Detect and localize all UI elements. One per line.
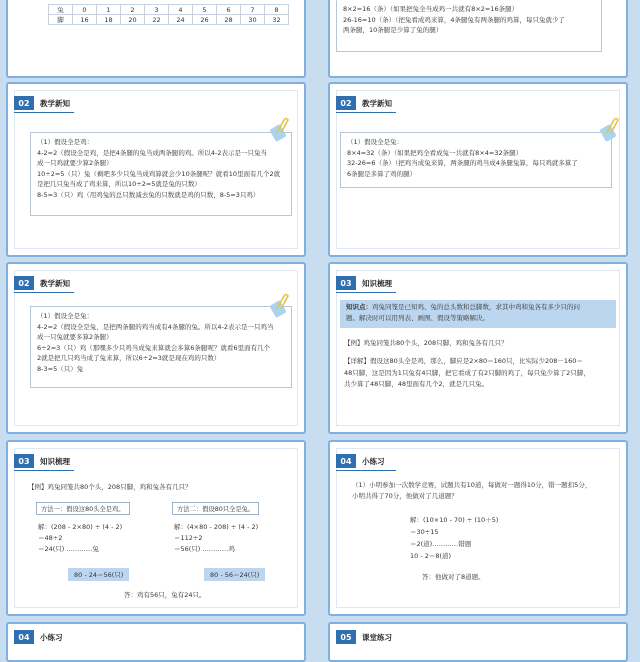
text-line: 4-2=2（假设全是鸡，是把4条腿的兔当成两条腿的鸡。所以4-2表示是一只兔当 xyxy=(37,148,267,157)
text-line: 10 - 2＝8(道) xyxy=(410,552,452,560)
section-number: 02 xyxy=(336,96,356,110)
slide-7 xyxy=(6,440,306,616)
table-cell: 22 xyxy=(145,15,169,25)
method-one-result: 80 - 24＝56(只) xyxy=(68,568,129,581)
example-text: 【例】鸡兔同笼共80个头，208只脚，鸡和兔各有几只？ xyxy=(28,483,192,491)
text-line: 2就是把几只鸡当成了兔来算，所以6÷2=3就是现在鸡的只数） xyxy=(37,354,221,362)
knowledge-point-box xyxy=(340,300,616,328)
row-label: 兔 xyxy=(49,5,73,15)
text-line: （1）小明参加一次数学竞赛，试题共有10道，每做对一题得10分，错一题扣5分， xyxy=(352,481,592,489)
slide-8 xyxy=(328,440,628,616)
text-line: （1）假设全是兔： xyxy=(347,138,404,146)
table-cell: 5 xyxy=(193,5,217,15)
table-cell: 18 xyxy=(97,15,121,25)
method-two-label: 方法二：假设80只全是兔。 xyxy=(172,502,259,515)
section-number: 02 xyxy=(14,276,34,290)
paperclip-icon xyxy=(270,292,290,318)
table-cell: 6 xyxy=(217,5,241,15)
section-header xyxy=(14,96,70,110)
section-number: 05 xyxy=(336,630,356,644)
table-cell: 20 xyxy=(121,15,145,25)
table-cell: 24 xyxy=(169,15,193,25)
method-two-steps xyxy=(174,522,258,555)
slide-3 xyxy=(6,82,306,257)
text-line: 4-2=2（假设全是兔，是把两条腿的鸡当成有4条腿的兔。所以4-2表示是一只鸡当 xyxy=(37,322,274,331)
slide-9 xyxy=(6,622,306,662)
section-header xyxy=(336,276,392,290)
table-cell: 28 xyxy=(217,15,241,25)
content-box xyxy=(336,0,602,52)
section-header xyxy=(336,630,392,644)
section-number: 04 xyxy=(14,630,34,644)
section-title: 知识梳理 xyxy=(40,456,70,466)
content-box xyxy=(30,306,292,388)
method-two-result: 80 - 56＝24(只) xyxy=(204,568,265,581)
text-line: 【详解】假设这80头全是鸡，那么，脚应是2×80＝160只，比实际少208－160＝ xyxy=(344,357,583,365)
text-line: 解：(208 - 2×80) ÷ (4 - 2) xyxy=(38,523,123,531)
text-line: 成一只兔就要多算2条腿） xyxy=(37,333,113,341)
table-cell: 3 xyxy=(145,5,169,15)
text-line: 鸡兔同笼是已知鸡、兔的总头数和总脚数，求其中鸡和兔各有多少只的问 xyxy=(372,303,580,311)
section-number: 02 xyxy=(14,96,34,110)
text-line: （1）假设全是鸡： xyxy=(37,138,94,146)
text-line: 成一只鸡就要少算2条腿） xyxy=(37,159,113,167)
section-title: 教学新知 xyxy=(40,98,70,108)
content-box xyxy=(340,132,612,188)
text-line: 解：(4×80 - 208) ÷ (4 - 2) xyxy=(174,523,259,531)
text-line: 48只脚，这是因为1只兔有4只脚，把它看成了有2只脚的鸡了，每只兔少算了2只脚， xyxy=(344,368,590,377)
text-line: 题。解决时可以用列表、画图、假设等策略解决。 xyxy=(346,313,489,322)
method-one-label: 方法一：假设这80头全是鸡。 xyxy=(36,502,130,515)
section-header xyxy=(14,630,63,644)
detail-text xyxy=(344,356,620,391)
section-header xyxy=(336,96,392,110)
table-cell: 0 xyxy=(73,5,97,15)
text-line: 6条腿是多算了鸡的腿） xyxy=(347,169,417,178)
table-cell: 2 xyxy=(121,5,145,15)
section-number: 03 xyxy=(336,276,356,290)
section-header xyxy=(336,454,385,468)
content-box xyxy=(30,132,292,216)
table-cell: 4 xyxy=(169,5,193,15)
text-line: 解：(10×10 - 70) ÷ (10＋5) xyxy=(410,516,499,524)
text-line: ＝48÷2 xyxy=(38,534,63,542)
text-line: 32-26=6（条）（把鸡当成兔来算，两条腿的鸡当成4条腿兔算，每只鸡就多算了 xyxy=(347,159,578,167)
answer-text: 答：鸡有56只，兔有24只。 xyxy=(124,591,206,599)
knowledge-label: 知识点： xyxy=(346,303,372,311)
text-line: 26-16=10（条）（把兔看成鸡来算，4条腿兔有两条腿的鸡算，每只兔就少了 xyxy=(343,15,565,24)
table-cell: 1 xyxy=(97,5,121,15)
section-header xyxy=(14,454,70,468)
text-line: ＝112÷2 xyxy=(174,534,203,542)
slide-5 xyxy=(6,262,306,434)
table-cell: 30 xyxy=(241,15,265,25)
text-line: 6÷2=3（只）鸡（那嘿多少只鸡当成兔来算就会多算6条腿呢？就看6里面有几个 xyxy=(37,343,271,352)
text-line: 两条腿，10条腿是少算了兔的腿） xyxy=(343,26,443,34)
row-label: 脚 xyxy=(49,15,73,25)
slide-1 xyxy=(6,0,306,78)
question-text xyxy=(352,480,591,502)
table-cell: 32 xyxy=(265,15,289,25)
text-line: 8×4=32（条）（如果把鸡全看成兔一共就有8×4=32条腿） xyxy=(347,148,523,157)
text-line: 8×2=16（条）（如果把兔全当成鸡一共就有8×2=16条腿） xyxy=(343,5,519,13)
section-number: 04 xyxy=(336,454,356,468)
text-line: ＝24(只) …………兔 xyxy=(38,545,99,553)
text-line: （1）假设全是兔： xyxy=(37,312,94,320)
text-line: ＝56(只) …………鸡 xyxy=(174,545,235,553)
table-cell: 8 xyxy=(265,5,289,15)
text-line: 8-5=3（只）鸡（用鸡兔的总只数减去兔的只数就是鸡的只数，8-5=3只鸡） xyxy=(37,190,260,199)
text-line: 小明共得了70分，他做对了几道题？ xyxy=(352,492,458,500)
text-line: 10÷2=5（只）兔（剩吧多少只兔当成鸡算就会少10条腿呢？就看10里面有几个2就 xyxy=(37,169,281,178)
text-line: 8-3=5（只）兔 xyxy=(37,364,84,373)
section-title: 知识梳理 xyxy=(362,278,392,288)
section-title: 教学新知 xyxy=(362,98,392,108)
section-title: 教学新知 xyxy=(40,278,70,288)
section-number: 03 xyxy=(14,454,34,468)
section-title: 小练习 xyxy=(362,456,385,466)
table-cell: 16 xyxy=(73,15,97,25)
text-line: 共少算了48只脚，48里面有几个2，就是几只兔。 xyxy=(344,380,489,388)
slide-2 xyxy=(328,0,628,78)
answer-text: 答：他做对了8道题。 xyxy=(422,573,485,581)
section-title: 小练习 xyxy=(40,632,63,642)
text-line: 是把几只兔当成了鸡来算，所以10÷2=5就是兔的只数） xyxy=(37,180,201,188)
method-one-steps xyxy=(38,522,122,555)
paperclip-icon xyxy=(270,116,290,142)
solution-steps xyxy=(410,514,498,562)
slide-4 xyxy=(328,82,628,257)
section-title: 课堂练习 xyxy=(362,632,392,642)
example-text: 【例】鸡兔同笼共80个头，208只脚，鸡和兔各有几只？ xyxy=(344,339,508,347)
section-header xyxy=(14,276,70,290)
table-cell: 26 xyxy=(193,15,217,25)
slide-10 xyxy=(328,622,628,662)
paperclip-icon xyxy=(600,116,620,142)
text-line: ＝30÷15 xyxy=(410,528,439,536)
text-line: ＝2(道)…………错题 xyxy=(410,540,472,548)
chicken-rabbit-table xyxy=(48,4,289,25)
slide-6 xyxy=(328,262,628,434)
table-cell: 7 xyxy=(241,5,265,15)
